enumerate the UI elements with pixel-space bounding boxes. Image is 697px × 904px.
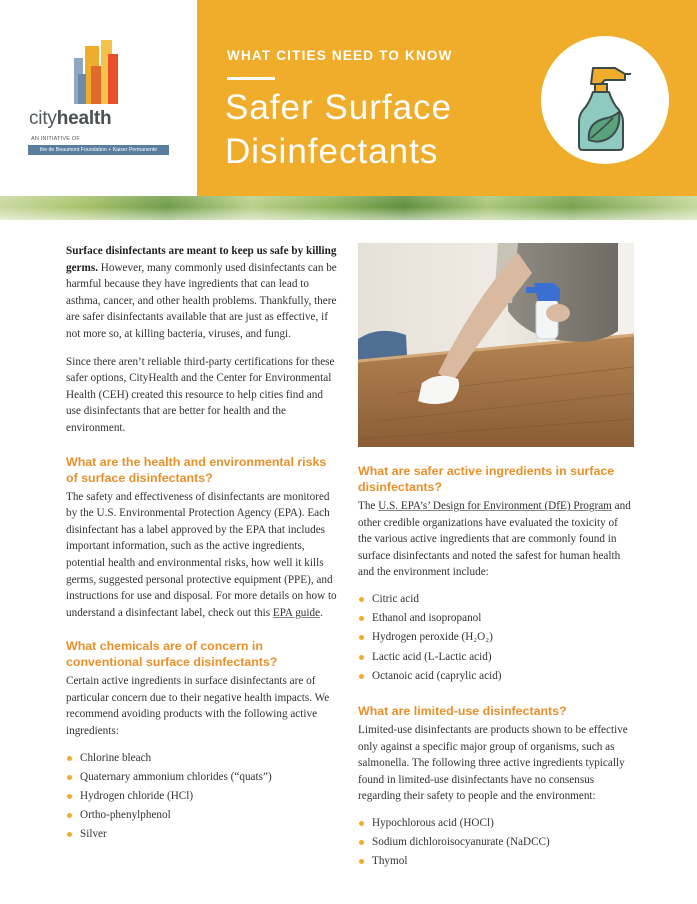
list-item: Chlorine bleach [66, 749, 340, 768]
safer-list [358, 590, 634, 686]
logo-foundations-bar: the de Beaumont Foundation + Kaiser Permanente [28, 145, 169, 155]
limited-heading: What are limited-use disinfectants? [358, 703, 567, 718]
intro-lead-rest: However, many commonly used disinfectants can be harmful because they have ingredients that can lead to asthma, cancer, and other health problems. Thankfully, there are safer disinfectants available that are just as effective, if not more so, at killing bacteria, viruses, and fungi. [66, 261, 337, 340]
risks-paragraph [66, 489, 340, 622]
list-item: Ethanol and isopropanol [358, 609, 634, 628]
intro-paragraph-2: Since there aren’t reliable third-party certifications for these safer options, CityHealth and the Center for Environmental Health (CEH) created this resource to help cities find and use disinfectants that are better for health and the environment. [66, 355, 335, 434]
kicker: WHAT CITIES NEED TO KNOW [227, 48, 453, 63]
concern-heading: What chemicals are of concern in conventional surface disinfectants? [66, 639, 278, 670]
list-item: Lactic acid (L-Lactic acid) [358, 648, 634, 667]
right-column [358, 463, 634, 872]
limited-paragraph: Limited-use disinfectants are products shown to be effective only against a specific major group of organisms, such as salmonella. The following three active ingredients typically found in limited-use disinfectants have no consensus regarding their safety to people and the environment: [358, 723, 628, 803]
concern-list [66, 749, 340, 845]
title-panel [197, 0, 697, 196]
logo-wordmark [29, 108, 111, 130]
list-item: Ortho-phenylphenol [66, 806, 340, 825]
page-title-line-2: Disinfectants [225, 132, 439, 171]
risks-tail: . [320, 606, 323, 619]
safer-paragraph [358, 498, 634, 581]
intro-lead: Surface disinfectants are meant to keep us safe by killing germs. [66, 245, 337, 274]
page-title-line-1: Safer Surface [225, 88, 452, 127]
spray-bottle-leaf-icon [541, 36, 669, 164]
limited-list [358, 814, 634, 872]
list-item: Hydrogen peroxide (H₂O₂) [358, 628, 634, 647]
icon-circle [541, 36, 669, 164]
list-item: Hydrogen chloride (HCl) [66, 787, 340, 806]
safer-body-post: and other credible organizations have evaluated the toxicity of the various active ingredients that are commonly found in surface disinfectants and noted the safest for human health and the environment include: [358, 500, 631, 579]
foliage-banner [0, 196, 697, 220]
logo-wordmark-light: city [29, 108, 57, 129]
intro-paragraph [66, 243, 340, 343]
list-item: Thymol [358, 852, 634, 871]
list-item: Quaternary ammonium chlorides (“quats”) [66, 768, 340, 787]
list-item: Sodium dichloroisocyanurate (NaDCC) [358, 833, 634, 852]
list-item: Hypochlorous acid (HOCl) [358, 814, 634, 833]
list-item: Octanoic acid (caprylic acid) [358, 667, 634, 686]
cleaning-photo [358, 243, 634, 447]
left-column [66, 243, 340, 845]
dfe-program-link[interactable]: U.S. EPA’s’ Design for Environment (DfE) Program [378, 500, 612, 512]
logo-initiative-label: AN INITIATIVE OF [31, 136, 80, 142]
safer-heading: What are safer active ingredients in surface disinfectants? [358, 464, 615, 494]
cityhealth-logo-icon [68, 40, 128, 104]
logo-panel [0, 0, 197, 196]
kicker-rule [227, 77, 275, 80]
list-item: Silver [66, 825, 340, 844]
concern-paragraph: Certain active ingredients in surface disinfectants are of particular concern due to their negative health impacts. We recommend avoiding products with the following active ingredients: [66, 675, 330, 738]
risks-heading: What are the health and environmental risks of surface disinfectants? [66, 454, 327, 485]
logo-wordmark-bold: health [56, 108, 112, 129]
person-wiping-table-image [358, 243, 634, 447]
risks-body: The safety and effectiveness of disinfectants are monitored by the U.S. Environmental Protection Agency (EPA). Each disinfectant has a label approved by the EPA that includes important information, such as the active ingredients, potential health and environmental risks, how well it kills germs, suggested personal protective equipment (PPE), and instructions for use and disposal. For more details on how to understand a disinfectant label, check out this [66, 490, 337, 619]
epa-guide-link[interactable]: EPA guide [272, 606, 321, 619]
list-item: Citric acid [358, 590, 634, 609]
safer-body-pre: The [358, 500, 379, 512]
